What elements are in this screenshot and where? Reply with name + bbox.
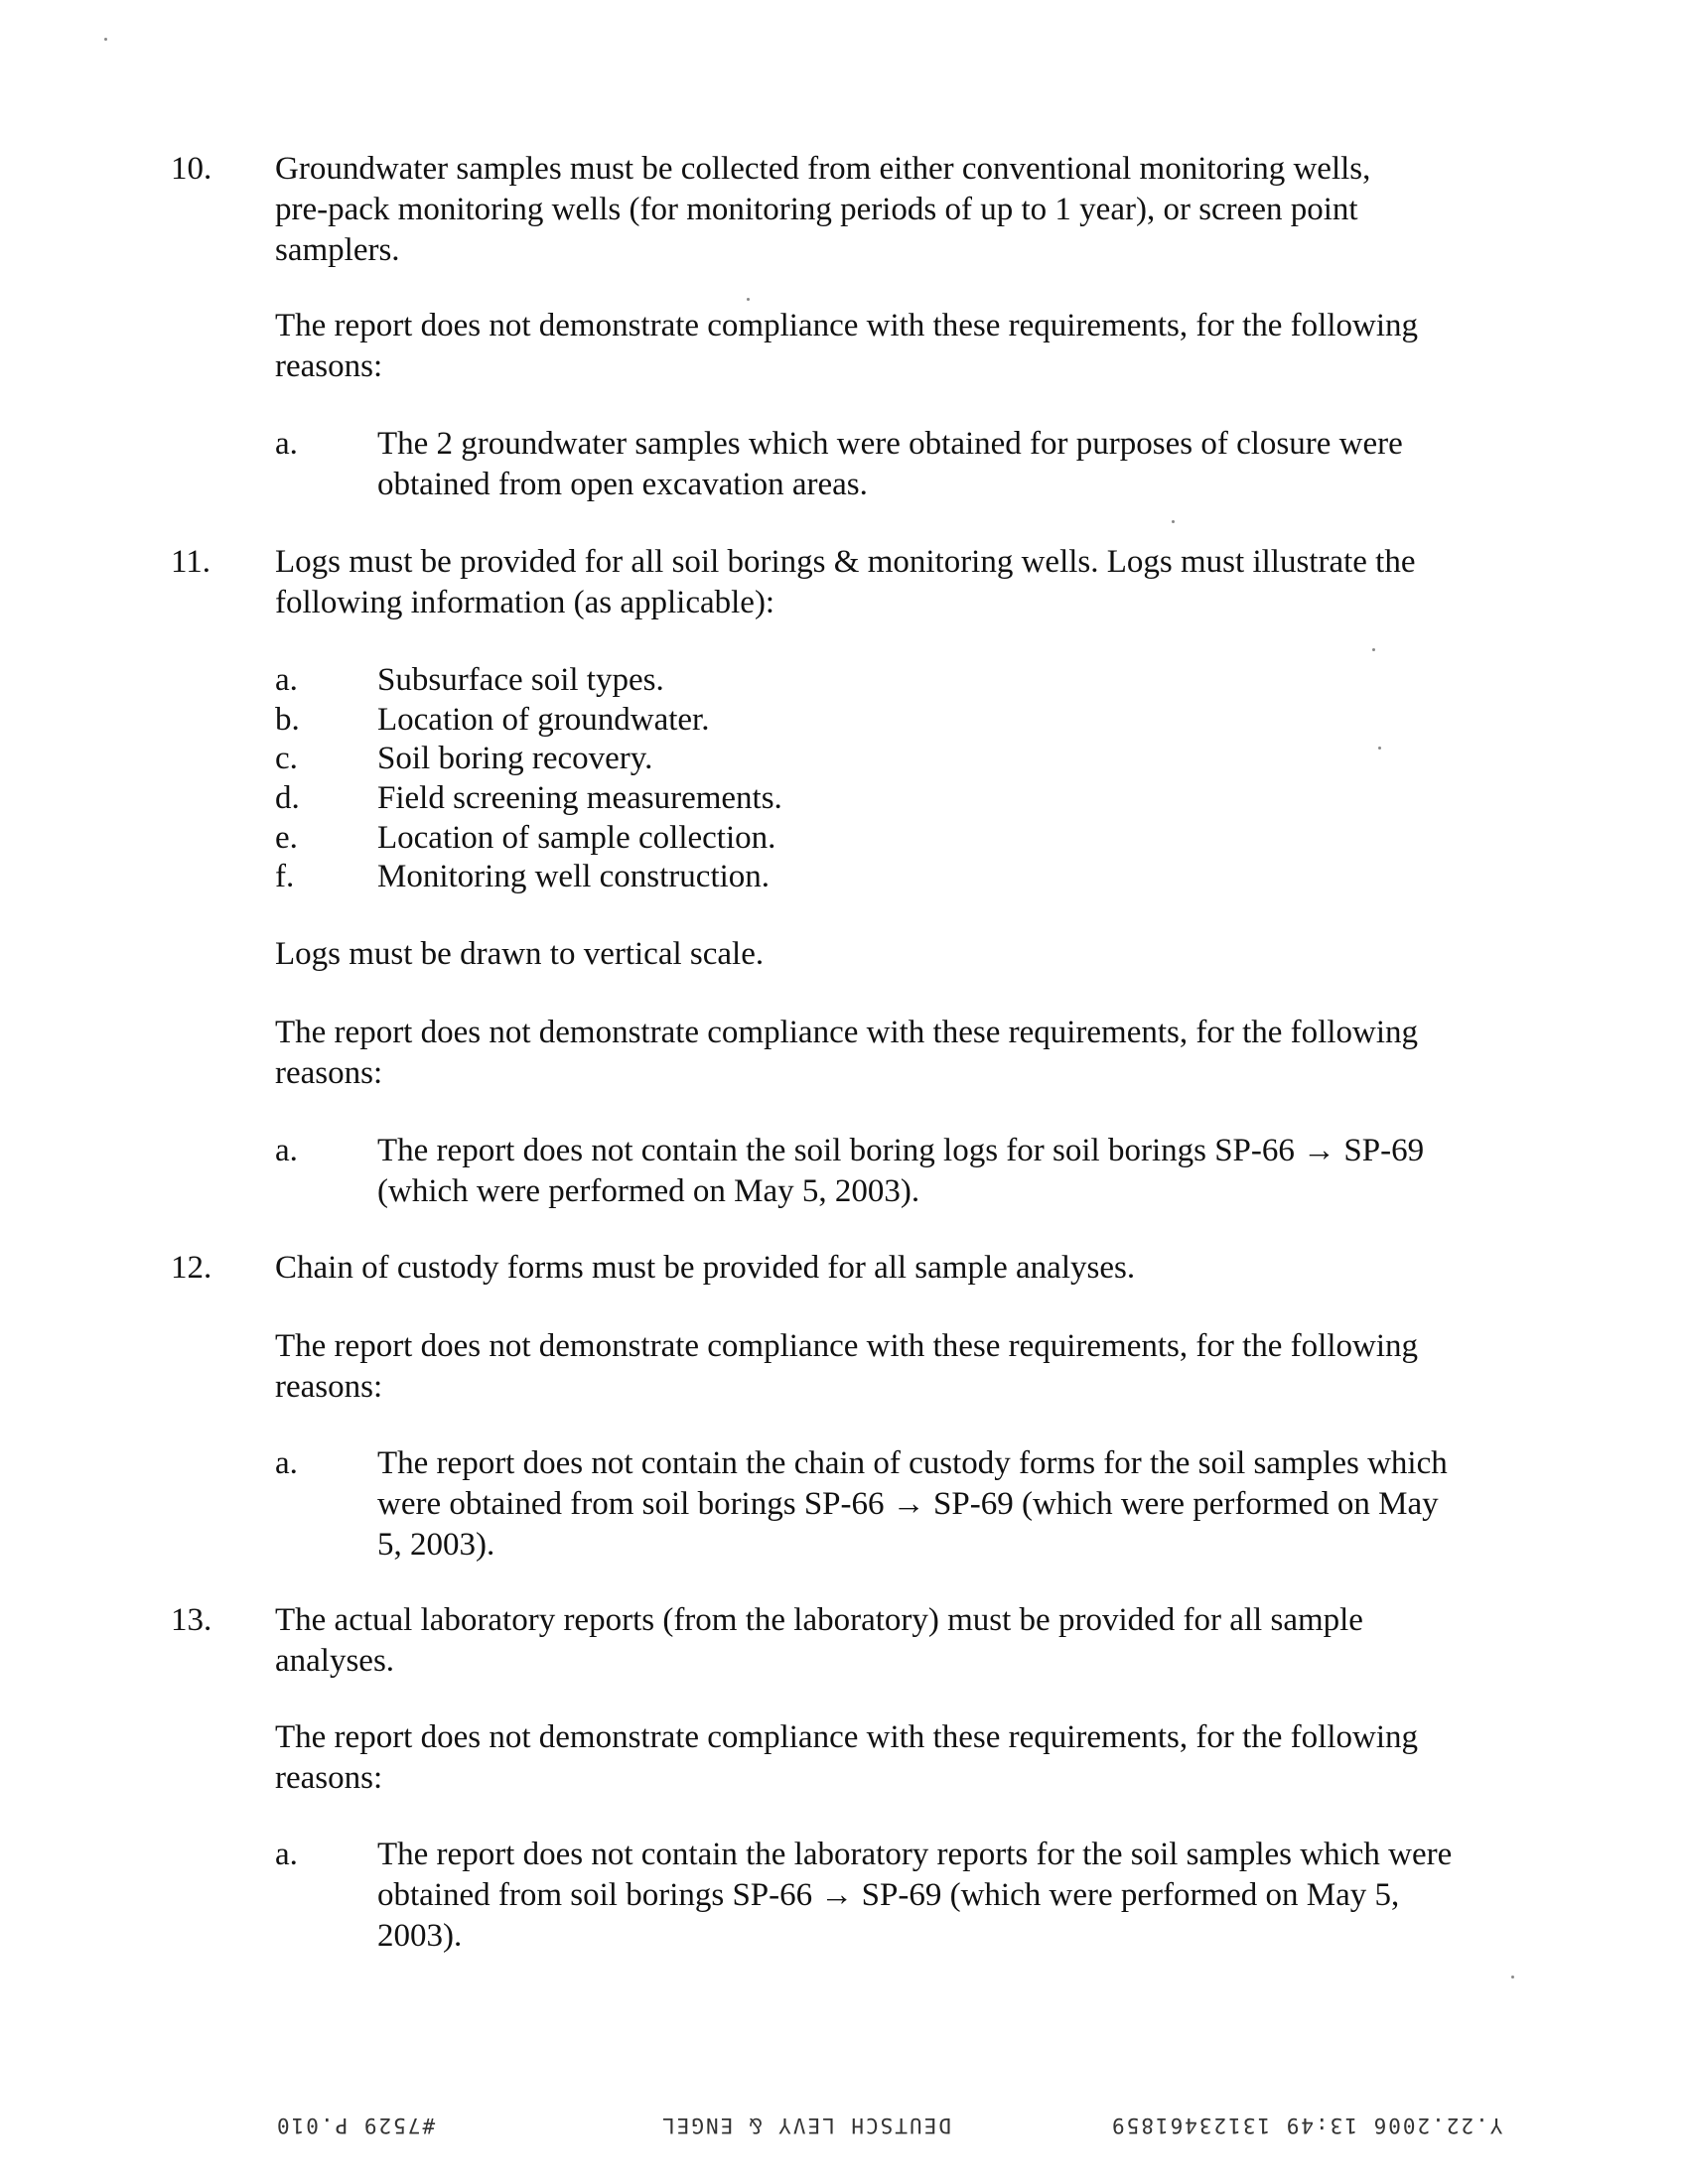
finding-intro: The report does not demonstrate compliance with these requirements, for the following reasons: (275, 1719, 1418, 1796)
list-item: Monitoring well construction. (377, 859, 771, 894)
item-number: 12. (171, 1250, 212, 1286)
scan-speck (1172, 520, 1175, 523)
item-number: 13. (171, 1602, 212, 1638)
list-letter: a. (275, 662, 298, 698)
requirement-text: Chain of custody forms must be provided for all sample analyses. (275, 1250, 1136, 1286)
scan-speck (747, 298, 750, 301)
requirement-text: The actual laboratory reports (from the laboratory) must be provided for all sample analyses. (275, 1602, 1363, 1679)
item-number: 10. (171, 151, 212, 187)
scan-speck (1378, 747, 1381, 750)
reason-text: The 2 groundwater samples which were obtained for purposes of closure were obtained from open excavation areas. (377, 426, 1403, 502)
item-number: 11. (171, 544, 211, 580)
list-item: Soil boring recovery. (377, 741, 653, 776)
reason-text: The report does not contain the chain of custody forms for the soil samples which were obtained from soil borings SP-66 → SP-69 (which were performed on May 5, 2003). (377, 1445, 1448, 1563)
list-item: Location of sample collection. (377, 820, 776, 856)
reason-text: The report does not contain the laboratory reports for the soil samples which were obtained from soil borings SP-66 → SP-69 (which were performed on May 5, 2003). (377, 1837, 1453, 1954)
list-letter: f. (275, 859, 295, 894)
list-letter: b. (275, 702, 300, 738)
scan-speck (104, 38, 107, 41)
reason-letter: a. (275, 1837, 298, 1872)
fax-sender: DEUTSCH LEVY & ENGEL (660, 2114, 951, 2137)
requirement-text: Groundwater samples must be collected from either conventional monitoring wells, pre-pack monitoring wells (for monitoring periods of up to 1 year), or screen point samplers. (275, 151, 1371, 268)
requirement-text: Logs must be provided for all soil borings & monitoring wells. Logs must illustrate the following information (as applicable): (275, 544, 1416, 620)
reason-letter: a. (275, 1445, 298, 1481)
note-text: Logs must be drawn to vertical scale. (275, 936, 765, 972)
finding-intro: The report does not demonstrate compliance with these requirements, for the following reasons: (275, 1015, 1418, 1091)
list-letter: c. (275, 741, 298, 776)
reason-letter: a. (275, 426, 298, 462)
fax-timestamp: Y.22.2006 13:49 13123461859 (1110, 2114, 1503, 2137)
list-item: Location of groundwater. (377, 702, 710, 738)
reason-text: The report does not contain the soil boring logs for soil borings SP-66 → SP-69 (which were performed on May 5, 2003). (377, 1133, 1425, 1209)
list-item: Field screening measurements. (377, 780, 782, 816)
finding-intro: The report does not demonstrate compliance with these requirements, for the following reasons: (275, 1328, 1418, 1405)
reason-letter: a. (275, 1133, 298, 1168)
fax-page-number: #7529 P.010 (275, 2114, 436, 2137)
list-item: Subsurface soil types. (377, 662, 664, 698)
list-letter: d. (275, 780, 300, 816)
scan-speck (1511, 1976, 1514, 1979)
list-letter: e. (275, 820, 298, 856)
scan-speck (1372, 648, 1375, 651)
finding-intro: The report does not demonstrate compliance with these requirements, for the following reasons: (275, 308, 1418, 384)
